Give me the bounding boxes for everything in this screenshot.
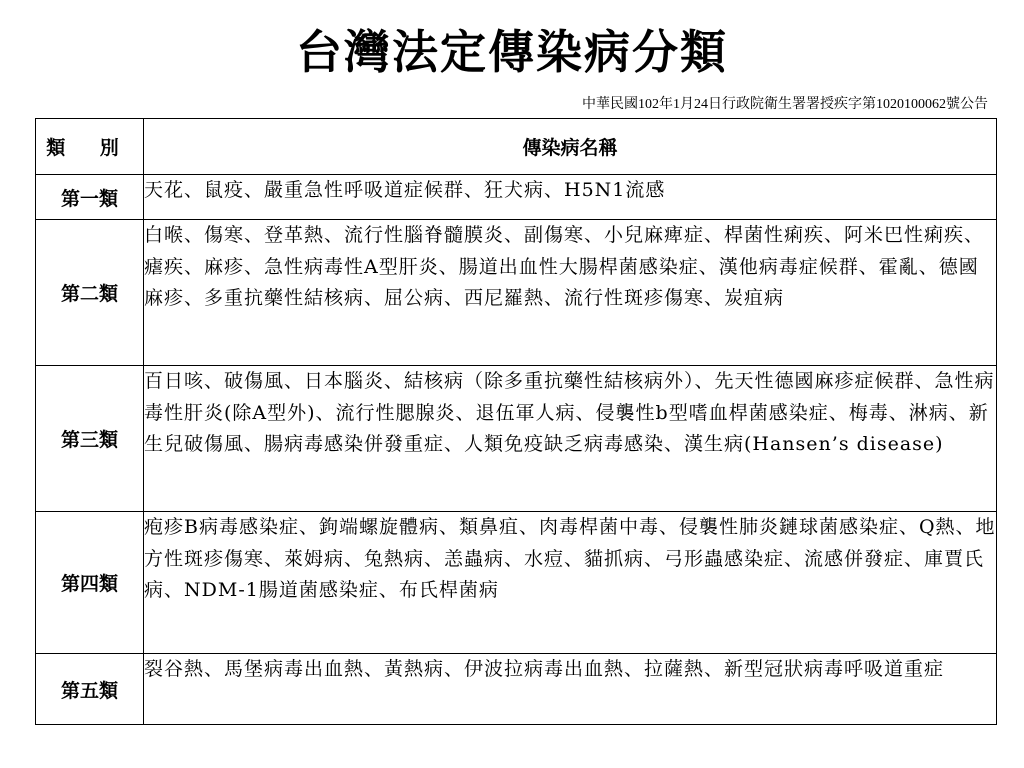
category-cell: 第四類: [36, 512, 144, 654]
table-row: [36, 512, 997, 654]
diseases-cell: 百日咳、破傷風、日本腦炎、結核病（除多重抗藥性結核病外）、先天性德國麻疹症候群、急性病毒性肝炎(除A型外)、流行性腮腺炎、退伍軍人病、侵襲性b型嗜血桿菌感染症、梅毒、淋病、新生兒破傷風、腸病毒感染併發重症、人類免疫缺乏病毒感染、漢生病(Hansen’s disease): [144, 366, 997, 512]
table-row: [36, 175, 997, 220]
diseases-cell: 疱疹B病毒感染症、鉤端螺旋體病、類鼻疽、肉毒桿菌中毒、侵襲性肺炎鏈球菌感染症、Q熱、地方性斑疹傷寒、萊姆病、兔熱病、恙蟲病、水痘、貓抓病、弓形蟲感染症、流感併發症、庫賈氏病、NDM-1腸道菌感染症、布氏桿菌病: [144, 512, 997, 654]
category-cell: 第三類: [36, 366, 144, 512]
disease-category-table: [35, 118, 997, 725]
table-header-row: [36, 119, 997, 175]
header-category: 類 別: [36, 119, 144, 175]
diseases-cell: 裂谷熱、馬堡病毒出血熱、黃熱病、伊波拉病毒出血熱、拉薩熱、新型冠狀病毒呼吸道重症: [144, 654, 997, 725]
diseases-cell: 天花、鼠疫、嚴重急性呼吸道症候群、狂犬病、H5N1流感: [144, 175, 997, 220]
table-row: [36, 654, 997, 725]
announcement-subtitle: 中華民國102年1月24日行政院衛生署署授疾字第1020100062號公告: [582, 97, 988, 112]
table-row: [36, 220, 997, 366]
table-row: [36, 366, 997, 512]
diseases-cell: 白喉、傷寒、登革熱、流行性腦脊髓膜炎、副傷寒、小兒麻痺症、桿菌性痢疾、阿米巴性痢疾、瘧疾、麻疹、急性病毒性A型肝炎、腸道出血性大腸桿菌感染症、漢他病毒症候群、霍亂、德國麻疹、多重抗藥性結核病、屈公病、西尼羅熱、流行性斑疹傷寒、炭疽病: [144, 220, 997, 366]
category-cell: 第五類: [36, 654, 144, 725]
header-diseases: 傳染病名稱: [144, 119, 997, 175]
page-title: 台灣法定傳染病分類: [296, 25, 728, 79]
category-cell: 第二類: [36, 220, 144, 366]
category-cell: 第一類: [36, 175, 144, 220]
